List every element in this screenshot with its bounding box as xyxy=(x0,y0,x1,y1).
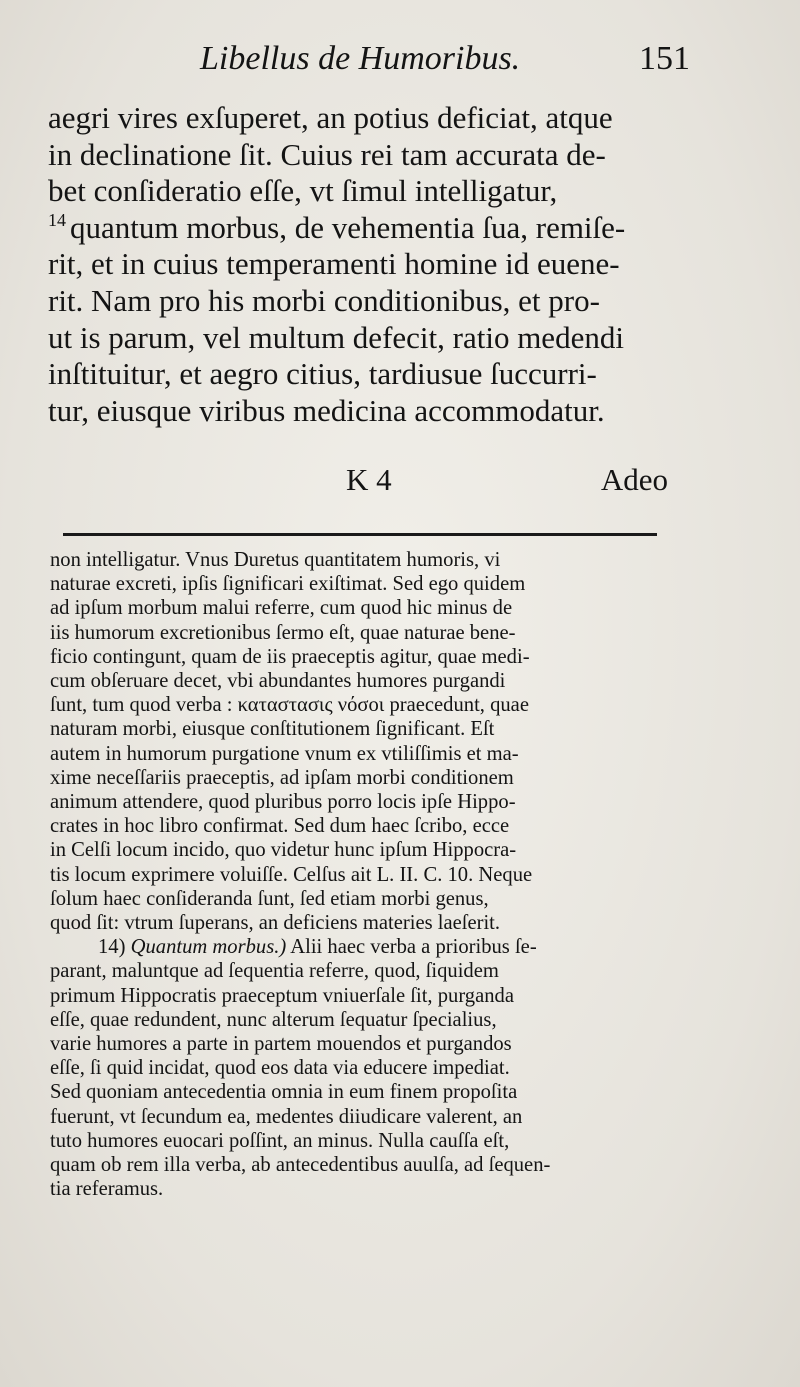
main-line: in declinatione ſit. Cuius rei tam accurata de- xyxy=(48,136,606,172)
main-line: aegri vires exſuperet, an potius deficiat, atque xyxy=(48,100,613,135)
main-line: rit, et in cuius temperamenti homine id euene- xyxy=(48,246,620,282)
main-line: ut is parum, vel multum defecit, ratio medendi xyxy=(48,319,624,355)
note-line: eſſe, ſi quid incidat, quod eos data via educere impediat. xyxy=(50,1057,510,1080)
note-line: Sed quoniam antecedentia omnia in eum finem propoſita xyxy=(50,1081,518,1104)
main-line: bet conſideratio eſſe, vt ſimul intelligatur, xyxy=(48,173,558,209)
note-line: tis locum exprimere voluiſſe. Celſus ait L. II. C. 10. Neque xyxy=(50,863,533,886)
note-line: tuto humores euocari poſſint, an minus. Nulla cauſſa eſt, xyxy=(50,1129,510,1152)
note-line: tia referamus. xyxy=(50,1178,164,1201)
note-number: 14) xyxy=(98,936,126,959)
note-line: autem in humorum purgatione vnum ex vtiliſſimis et ma- xyxy=(50,742,519,765)
note-line: eſſe, quae redundent, nunc alterum ſequatur ſpecialius, xyxy=(50,1008,497,1031)
note-text: Alii haec verba a prioribus ſe- xyxy=(290,936,537,959)
main-line: inſtituitur, et aegro citius, tardiusue ſuccurri- xyxy=(48,356,597,392)
note-line: primum Hippocratis praeceptum vniuerſale ſit, purganda xyxy=(50,984,514,1007)
signature-mark: K 4 xyxy=(346,462,392,497)
note-line: crates in hoc libro confirmat. Sed dum haec ſcribo, ecce xyxy=(50,815,510,838)
main-line: tur, eiusque viribus medicina accommodatur. xyxy=(48,392,605,428)
note-line: cum obſeruare decet, vbi abundantes humores purgandi xyxy=(50,670,506,693)
catchword: Adeo xyxy=(600,462,668,497)
signature-row xyxy=(48,462,668,502)
note-14-heading xyxy=(50,935,668,959)
note-line: fuerunt, vt ſecundum ea, medentes diiudicare valerent, an xyxy=(50,1105,523,1128)
main-text xyxy=(48,100,674,429)
footnote-rule xyxy=(63,533,657,536)
note-line: ſunt, tum quod verba : καταστασις νόσοι praecedunt, quae xyxy=(50,694,529,717)
note-line: ſolum haec conſideranda ſunt, ſed etiam morbi genus, xyxy=(50,887,489,910)
footnote-marker: 14 xyxy=(48,210,66,231)
note-line: ficio contingunt, quam de iis praeceptis agitur, quae medi- xyxy=(50,645,530,668)
note-line: non intelligatur. Vnus Duretus quantitatem humoris, vi xyxy=(50,549,501,571)
note-line: quam ob rem illa verba, ab antecedentibus auulſa, ad ſequen- xyxy=(50,1154,551,1177)
note-line: xime neceſſariis praeceptis, ad ipſam morbi conditionem xyxy=(50,766,514,789)
main-line: rit. Nam pro his morbi conditionibus, et pro- xyxy=(48,282,600,318)
note-line: quod ſit: vtrum ſuperans, an deficiens materies laeſerit. xyxy=(50,912,501,935)
note-line: ad ipſum morbum malui referre, cum quod hic minus de xyxy=(50,597,513,620)
main-line: $^{14}$ quantum morbus, de vehementia ſua, remiſe- xyxy=(48,209,626,245)
note-lemma: Quantum morbus.) xyxy=(130,936,287,959)
note-line: naturae excreti, ipſis ſignificari exiſtimat. Sed ego quidem xyxy=(50,573,526,596)
note-line: animum attendere, quod pluribus porro locis ipſe Hippo- xyxy=(50,791,516,814)
footnotes xyxy=(50,548,668,1201)
page-number: 151 xyxy=(639,40,690,77)
note-line: naturam morbi, eiusque conſtitutionem ſignificant. Eſt xyxy=(50,718,495,741)
note-line: in Celſi locum incido, quo videtur hunc ipſum Hippocra- xyxy=(50,839,517,862)
note-line: iis humorum excretionibus ſermo eſt, quae naturae bene- xyxy=(50,621,516,644)
note-line: parant, maluntque ad ſequentia referre, quod, ſiquidem xyxy=(50,960,499,983)
running-head xyxy=(50,40,690,80)
running-title: Libellus de Humoribus. xyxy=(200,40,521,77)
note-line: varie humores a parte in partem mouendos et purgandos xyxy=(50,1033,512,1056)
